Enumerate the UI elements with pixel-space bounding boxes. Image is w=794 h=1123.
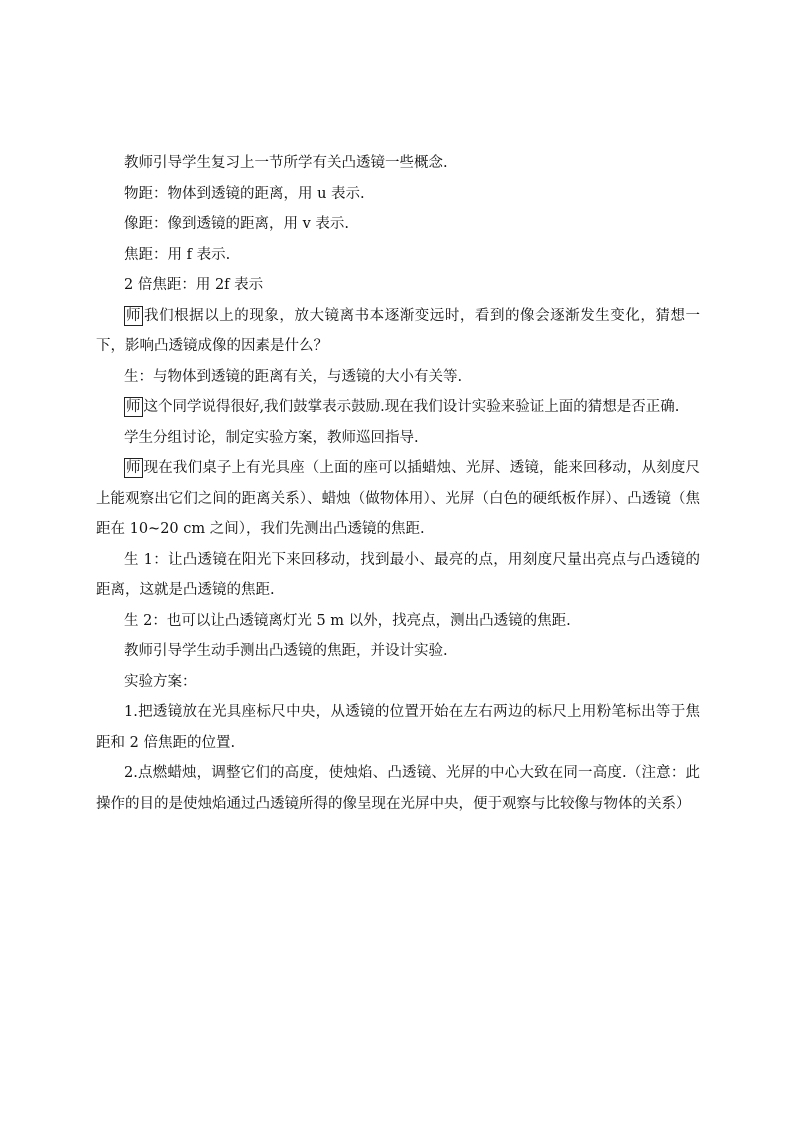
teacher-tag-box: 师 bbox=[126, 460, 141, 476]
teacher-question-text: 我们根据以上的现象，放大镜离书本逐渐变远时，看到的像会逐渐发生变化，猜想一下，影响凸透镜成像的因素是什么？ bbox=[96, 307, 700, 354]
paragraph-double-focal-length: 2 倍焦距：用 2f 表示 bbox=[124, 277, 264, 293]
paragraph-plan-step-1: 1.把透镜放在光具座标尺中央，从透镜的位置开始在左右两边的标尺上用粉笔标出等于焦距和 2 倍焦距的位置. bbox=[96, 704, 700, 751]
teacher-equipment-text: 现在我们桌子上有光具座（上面的座可以插蜡烛、光屏、透镜，能来回移动，从刻度尺上能观察出它们之间的距离关系）、蜡烛（做物体用）、光屏（白色的硬纸板作屏）、凸透镜（焦距在 10~20 cm 之间），我们先测出凸透镜的焦距. bbox=[96, 460, 700, 537]
paragraph-image-distance: 像距：像到透镜的距离，用 v 表示. bbox=[124, 216, 350, 232]
paragraph-teacher-praise bbox=[96, 392, 700, 423]
paragraph-student2-method: 生 2：也可以让凸透镜离灯光 5 m 以外，找亮点，测出凸透镜的焦距. bbox=[124, 612, 571, 629]
paragraph-teacher-equipment bbox=[96, 453, 700, 545]
paragraph-object-distance: 物距：物体到透镜的距离，用 u 表示. bbox=[124, 185, 365, 202]
paragraph-student1-method: 生 1：让凸透镜在阳光下来回移动，找到最小、最亮的点，用刻度尺量出亮点与凸透镜的距离，这就是凸透镜的焦距. bbox=[96, 551, 700, 598]
teacher-tag-box: 师 bbox=[126, 399, 141, 415]
paragraph-plan-step-2: 2.点燃蜡烛，调整它们的高度，使烛焰、凸透镜、光屏的中心大致在同一高度.（注意：此操作的目的是使烛焰通过凸透镜所得的像呈现在光屏中央，便于观察与比较像与物体的关系） bbox=[96, 765, 700, 812]
paragraph-teacher-question bbox=[96, 301, 700, 362]
paragraph-focal-length: 焦距：用 f 表示. bbox=[124, 246, 231, 263]
paragraph-group-discussion: 学生分组讨论，制定实验方案，教师巡回指导. bbox=[124, 429, 419, 446]
document-body bbox=[96, 148, 700, 819]
paragraph-student-answer: 生：与物体到透镜的距离有关，与透镜的大小有关等. bbox=[124, 368, 463, 385]
paragraph-teacher-guide: 教师引导学生动手测出凸透镜的焦距，并设计实验. bbox=[124, 643, 448, 659]
paragraph-review-concepts: 教师引导学生复习上一节所学有关凸透镜一些概念. bbox=[124, 155, 448, 171]
teacher-tag-box: 师 bbox=[126, 307, 141, 324]
teacher-praise-text: 这个同学说得很好,我们鼓掌表示鼓励.现在我们设计实验来验证上面的猜想是否正确. bbox=[143, 399, 680, 415]
paragraph-plan-heading: 实验方案： bbox=[124, 673, 197, 690]
